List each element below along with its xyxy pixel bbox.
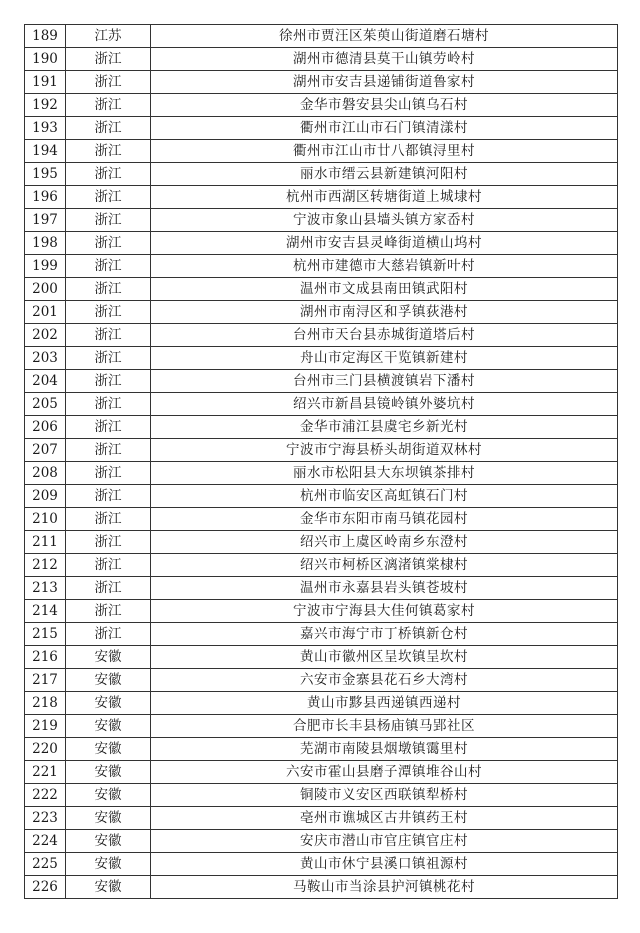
province-cell: 安徽 [66,853,151,876]
row-number-cell: 209 [25,485,66,508]
row-number-cell: 206 [25,416,66,439]
village-name-cell: 亳州市谯城区古井镇药王村 [151,807,618,830]
province-cell: 浙江 [66,393,151,416]
table-row [25,255,618,278]
province-cell: 江苏 [66,25,151,48]
province-cell: 安徽 [66,669,151,692]
table-row [25,600,618,623]
province-cell: 浙江 [66,140,151,163]
province-cell: 浙江 [66,554,151,577]
row-number-cell: 194 [25,140,66,163]
row-number-cell: 204 [25,370,66,393]
table-row [25,439,618,462]
table-row [25,186,618,209]
row-number-cell: 214 [25,600,66,623]
table-row [25,692,618,715]
village-name-cell: 金华市磐安县尖山镇乌石村 [151,94,618,117]
village-name-cell: 杭州市西湖区转塘街道上城埭村 [151,186,618,209]
table-row [25,669,618,692]
table-row [25,324,618,347]
row-number-cell: 217 [25,669,66,692]
row-number-cell: 223 [25,807,66,830]
row-number-cell: 218 [25,692,66,715]
province-cell: 安徽 [66,807,151,830]
province-cell: 安徽 [66,692,151,715]
table-row [25,48,618,71]
province-cell: 浙江 [66,94,151,117]
row-number-cell: 189 [25,25,66,48]
table-row [25,393,618,416]
row-number-cell: 215 [25,623,66,646]
village-name-cell: 金华市东阳市南马镇花园村 [151,508,618,531]
province-cell: 浙江 [66,71,151,94]
row-number-cell: 192 [25,94,66,117]
province-cell: 安徽 [66,830,151,853]
province-cell: 安徽 [66,715,151,738]
village-name-cell: 湖州市安吉县递铺街道鲁家村 [151,71,618,94]
village-name-cell: 黄山市徽州区呈坎镇呈坎村 [151,646,618,669]
village-name-cell: 台州市天台县赤城街道塔后村 [151,324,618,347]
village-name-cell: 金华市浦江县虞宅乡新光村 [151,416,618,439]
row-number-cell: 210 [25,508,66,531]
village-name-cell: 绍兴市新昌县镜岭镇外婆坑村 [151,393,618,416]
village-name-cell: 丽水市松阳县大东坝镇茶排村 [151,462,618,485]
province-cell: 安徽 [66,738,151,761]
village-name-cell: 衢州市江山市石门镇清漾村 [151,117,618,140]
village-name-cell: 安庆市潜山市官庄镇官庄村 [151,830,618,853]
village-name-cell: 铜陵市义安区西联镇犁桥村 [151,784,618,807]
table-row [25,876,618,899]
village-name-cell: 宁波市象山县墙头镇方家岙村 [151,209,618,232]
row-number-cell: 200 [25,278,66,301]
village-name-cell: 宁波市宁海县大佳何镇葛家村 [151,600,618,623]
row-number-cell: 199 [25,255,66,278]
province-cell: 浙江 [66,439,151,462]
table-row [25,347,618,370]
village-name-cell: 丽水市缙云县新建镇河阳村 [151,163,618,186]
table-row [25,738,618,761]
row-number-cell: 196 [25,186,66,209]
village-name-cell: 宁波市宁海县桥头胡街道双林村 [151,439,618,462]
table-row [25,830,618,853]
table-row [25,508,618,531]
table-row [25,209,618,232]
row-number-cell: 201 [25,301,66,324]
village-name-cell: 湖州市安吉县灵峰街道横山坞村 [151,232,618,255]
row-number-cell: 220 [25,738,66,761]
table-row [25,761,618,784]
province-cell: 浙江 [66,577,151,600]
village-name-cell: 嘉兴市海宁市丁桥镇新仓村 [151,623,618,646]
province-cell: 浙江 [66,370,151,393]
table-row [25,646,618,669]
table-body [25,25,618,899]
province-cell: 浙江 [66,163,151,186]
table-row [25,416,618,439]
row-number-cell: 213 [25,577,66,600]
table-row [25,784,618,807]
province-cell: 浙江 [66,232,151,255]
village-name-cell: 湖州市德清县莫干山镇劳岭村 [151,48,618,71]
province-cell: 浙江 [66,209,151,232]
village-name-cell: 徐州市贾汪区茱萸山街道磨石塘村 [151,25,618,48]
village-name-cell: 杭州市建德市大慈岩镇新叶村 [151,255,618,278]
village-name-cell: 温州市文成县南田镇武阳村 [151,278,618,301]
table-row [25,807,618,830]
village-name-cell: 六安市金寨县花石乡大湾村 [151,669,618,692]
province-cell: 浙江 [66,347,151,370]
row-number-cell: 202 [25,324,66,347]
row-number-cell: 224 [25,830,66,853]
row-number-cell: 208 [25,462,66,485]
province-cell: 浙江 [66,462,151,485]
table-row [25,278,618,301]
village-list-table [24,24,618,899]
table-row [25,140,618,163]
table-row [25,623,618,646]
province-cell: 浙江 [66,117,151,140]
table-row [25,117,618,140]
row-number-cell: 203 [25,347,66,370]
row-number-cell: 222 [25,784,66,807]
village-name-cell: 绍兴市上虞区岭南乡东澄村 [151,531,618,554]
row-number-cell: 211 [25,531,66,554]
province-cell: 安徽 [66,761,151,784]
row-number-cell: 195 [25,163,66,186]
province-cell: 浙江 [66,485,151,508]
province-cell: 安徽 [66,876,151,899]
table-row [25,301,618,324]
village-name-cell: 湖州市南浔区和孚镇荻港村 [151,301,618,324]
village-name-cell: 合肥市长丰县杨庙镇马郢社区 [151,715,618,738]
province-cell: 浙江 [66,600,151,623]
village-name-cell: 六安市霍山县磨子潭镇堆谷山村 [151,761,618,784]
table-row [25,715,618,738]
province-cell: 浙江 [66,48,151,71]
province-cell: 浙江 [66,186,151,209]
province-cell: 浙江 [66,301,151,324]
row-number-cell: 225 [25,853,66,876]
province-cell: 浙江 [66,278,151,301]
province-cell: 浙江 [66,531,151,554]
row-number-cell: 207 [25,439,66,462]
row-number-cell: 193 [25,117,66,140]
table-row [25,71,618,94]
table-row [25,94,618,117]
row-number-cell: 226 [25,876,66,899]
village-name-cell: 舟山市定海区干览镇新建村 [151,347,618,370]
village-name-cell: 杭州市临安区高虹镇石门村 [151,485,618,508]
row-number-cell: 190 [25,48,66,71]
village-name-cell: 马鞍山市当涂县护河镇桃花村 [151,876,618,899]
row-number-cell: 197 [25,209,66,232]
province-cell: 浙江 [66,324,151,347]
village-name-cell: 绍兴市柯桥区漓渚镇棠棣村 [151,554,618,577]
province-cell: 浙江 [66,255,151,278]
province-cell: 安徽 [66,784,151,807]
province-cell: 浙江 [66,508,151,531]
row-number-cell: 198 [25,232,66,255]
village-name-cell: 衢州市江山市廿八都镇浔里村 [151,140,618,163]
province-cell: 浙江 [66,623,151,646]
table-row [25,531,618,554]
village-name-cell: 黄山市休宁县溪口镇祖源村 [151,853,618,876]
village-name-cell: 黄山市黟县西递镇西递村 [151,692,618,715]
province-cell: 浙江 [66,416,151,439]
table-row [25,554,618,577]
village-name-cell: 芜湖市南陵县烟墩镇霭里村 [151,738,618,761]
row-number-cell: 205 [25,393,66,416]
table-row [25,462,618,485]
row-number-cell: 216 [25,646,66,669]
table-row [25,853,618,876]
row-number-cell: 219 [25,715,66,738]
village-name-cell: 温州市永嘉县岩头镇苍坡村 [151,577,618,600]
row-number-cell: 212 [25,554,66,577]
table-row [25,577,618,600]
province-cell: 安徽 [66,646,151,669]
row-number-cell: 221 [25,761,66,784]
table-row [25,370,618,393]
table-row [25,25,618,48]
village-name-cell: 台州市三门县横渡镇岩下潘村 [151,370,618,393]
table-row [25,232,618,255]
row-number-cell: 191 [25,71,66,94]
table-row [25,163,618,186]
table-row [25,485,618,508]
